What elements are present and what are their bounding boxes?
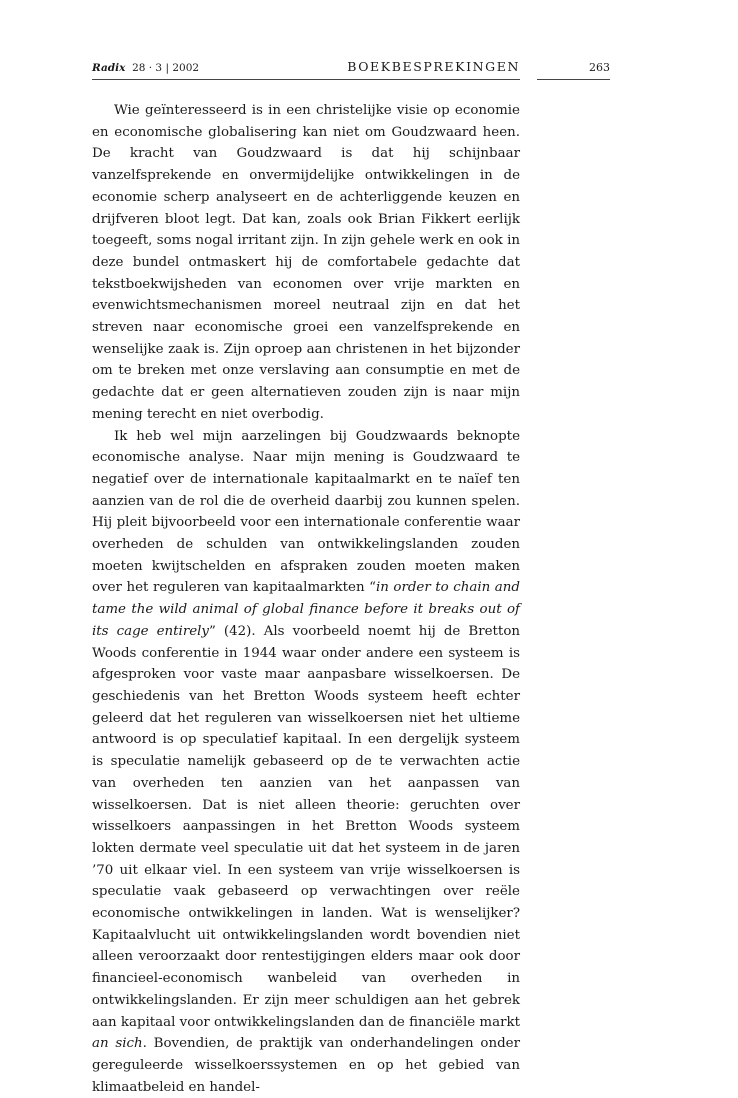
text-run: Ik heb wel mijn aarzelingen bij Goudzwaards beknopte economische analyse. Naar mijn mening is Goudzwaard te negatief over de internationale kapitaalmarkt en te naïef ten aanzien van de rol die de overheid daarbij zou kunnen spelen. Hij pleit bijvoorbeeld voor een internationale conferentie waar overheden de schulden van ontwikkelingslanden zouden moeten kwijtschelden en afspraken zouden moeten maken over het reguleren van kapitaalmarkten “	[92, 428, 520, 596]
section-title: BOEKBESPREKINGEN	[347, 59, 520, 74]
text-run: Wie geïnteresseerd is in een christelijke visie op economie en economische globalisering kan niet om Goudzwaard heen. De kracht van Goudzwaard is dat hij schijnbaar vanzelfsprekende en onvermijdelijke ontwikkelingen in de economie scherp analyseert en de achterliggende keuzen en drijfveren bloot legt. Dat kan, zoals ook Brian Fikkert eerlijk toegeeft, soms nogal irritant zijn. In zijn gehele werk en ook in deze bundel ontmaskert hij de comfortabele gedachte dat tekstboekwijsheden van economen over vrije markten en evenwichtsmechanismen moreel neutraal zijn en dat het streven naar economische groei een vanzelfsprekende en wenselijke zaak is. Zijn oproep aan christenen in het bijzonder om te breken met onze verslaving aan consumptie en met de gedachte dat er geen alternatieven zouden zijn is naar mijn mening terecht en niet overbodig.	[92, 103, 520, 422]
text-run: . Bovendien, de praktijk van onderhandelingen onder gereguleerde wisselkoerssystemen en op het gebied van klimaatbeleid en handel-	[92, 1036, 520, 1095]
page-number: 263	[589, 61, 610, 74]
journal-citation	[92, 61, 199, 75]
italic-text: in order to chain and tame the wild animal of global finance before it breaks out of its cage entirely	[92, 580, 520, 639]
paragraph-2	[92, 426, 520, 1098]
text-run: ” (42). Als voorbeeld noemt hij de Bretton Woods conferentie in 1944 waar onder andere een systeem is afgesproken voor vaste maar aanpasbare wisselkoersen. De geschiedenis van het Bretton Woods systeem heeft echter geleerd dat het reguleren van wisselkoersen niet het ultieme antwoord is op speculatief kapitaal. In een dergelijk systeem is speculatie namelijk gebaseerd op de te verwachten actie van overheden ten aanzien van het aanpassen van wisselkoersen. Dat is niet alleen theorie: geruchten over wisselkoers aanpassingen in het Bretton Woods systeem lokten dermate veel speculatie uit dat het systeem in de jaren ’70 uit elkaar viel. In een systeem van vrije wisselkoersen is speculatie vaak gebaseerd op verwachtingen over reële economische ontwikkelingen in landen. Wat is wenselijker? Kapitaalvlucht uit ontwikkelingslanden wordt bovendien niet alleen veroorzaakt door rentestijgingen elders maar ook door financieel-economisch wanbeleid van overheden in ontwikkelingslanden. Er zijn meer schuldigen aan het gebrek aan kapitaal voor ontwikkelingslanden dan de financiële markt	[92, 623, 521, 1030]
running-header	[92, 61, 520, 80]
paragraph-1	[92, 100, 520, 426]
journal-name: Radix	[92, 62, 126, 74]
journal-issue: 28 · 3 | 2002	[132, 62, 200, 74]
body-text	[92, 100, 520, 1098]
italic-text: an sich	[92, 1036, 143, 1052]
page-number-rule	[537, 79, 610, 80]
